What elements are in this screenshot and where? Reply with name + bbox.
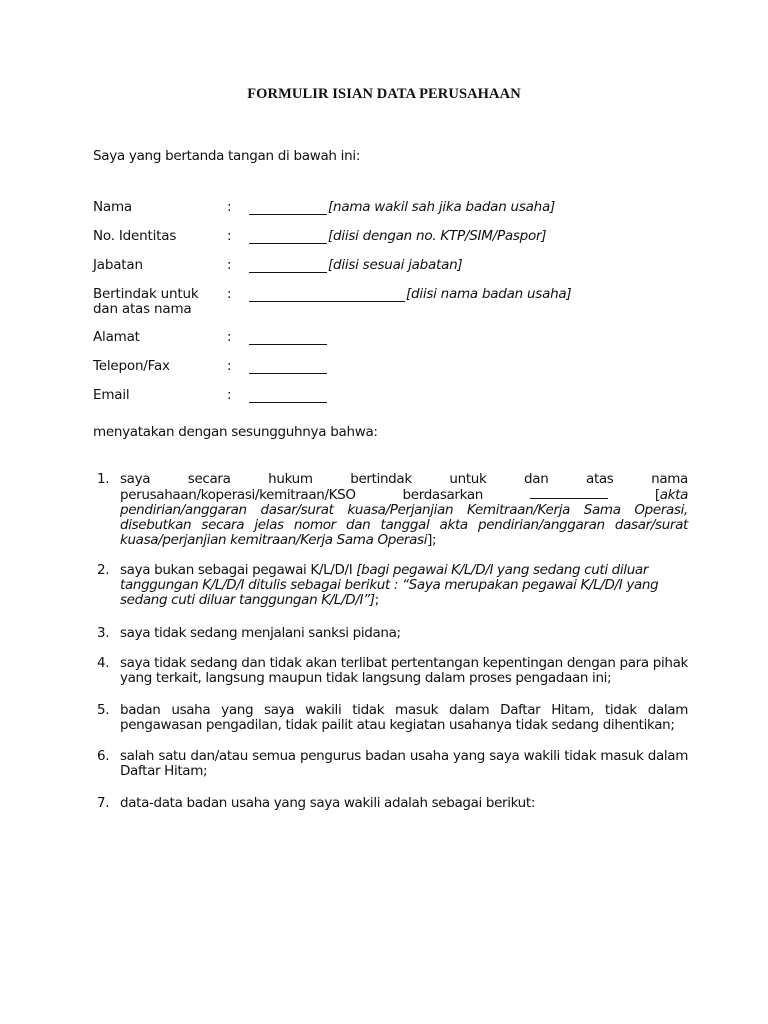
word: dan xyxy=(524,471,549,487)
list-number: 1. xyxy=(97,471,110,487)
list-item-text: salah satu dan/atau semua pengurus badan usaha yang saya wakili tidak masuk dalam Daftar Hitam; xyxy=(120,748,688,779)
field-bertindak-untuk xyxy=(93,287,733,319)
list-number: 5. xyxy=(97,702,110,718)
word: secara xyxy=(187,471,231,487)
field-colon: : xyxy=(227,358,232,374)
item-pre-text: perusahaan/koperasi/kemitraan/KSO berdasarkan xyxy=(120,487,483,503)
field-alamat xyxy=(93,330,733,362)
list-number: 4. xyxy=(97,655,110,671)
field-colon: : xyxy=(227,257,232,273)
instruction-text: akta pendirian/anggaran dasar/surat kuasa/Perjanjian Kemitraan/Kerja Sama Operasi, disebutkan secara jelas nomor dan tanggal akta pendirian/anggaran dasar/surat kuasa/perjanjian kemitraan/Kerja Sama Operasi xyxy=(120,487,688,548)
fill-in-blank[interactable] xyxy=(249,200,327,215)
fill-in-blank[interactable] xyxy=(530,487,608,499)
item-body xyxy=(120,487,688,548)
list-item-text xyxy=(120,472,688,548)
word: untuk xyxy=(449,471,487,487)
fill-in-blank[interactable] xyxy=(249,330,327,345)
list-item-text xyxy=(120,563,688,608)
word: bertindak xyxy=(350,471,412,487)
word: hukum xyxy=(268,471,313,487)
list-number: 7. xyxy=(97,795,110,811)
list-number: 3. xyxy=(97,625,110,641)
word: atas xyxy=(586,471,614,487)
field-colon: : xyxy=(227,329,232,345)
field-label: Bertindak untuk dan atas nama xyxy=(93,286,199,317)
field-label: Nama xyxy=(93,199,132,215)
item-post-text: ; xyxy=(374,592,379,608)
list-item-text: saya tidak sedang menjalani sanksi pidana; xyxy=(120,625,401,641)
statement-text: menyatakan dengan sesungguhnya bahwa: xyxy=(93,424,378,440)
field-telepon-fax xyxy=(93,359,733,391)
field-hint: [diisi dengan no. KTP/SIM/Paspor] xyxy=(328,228,547,244)
field-label: Alamat xyxy=(93,329,140,345)
field-label: Email xyxy=(93,387,130,403)
field-colon: : xyxy=(227,286,232,302)
word: saya xyxy=(120,471,151,487)
first-line xyxy=(120,472,688,487)
list-item-text: saya tidak sedang dan tidak akan terlibat pertentangan kepentingan dengan para pihak yang terkait, langsung maupun tidak langsung dalam proses pengadaan ini; xyxy=(120,655,688,686)
fill-in-blank[interactable] xyxy=(249,229,327,244)
fill-in-blank[interactable] xyxy=(249,258,327,273)
fill-in-blank[interactable] xyxy=(249,287,405,302)
field-colon: : xyxy=(227,228,232,244)
field-label: Jabatan xyxy=(93,257,143,273)
list-number: 6. xyxy=(97,748,110,764)
field-colon: : xyxy=(227,199,232,215)
field-hint: [diisi nama badan usaha] xyxy=(406,286,572,302)
fill-in-blank[interactable] xyxy=(249,388,327,403)
bracket-open: [ xyxy=(654,487,660,503)
item-pre-text: saya bukan sebagai pegawai K/L/D/I xyxy=(120,562,357,578)
list-item-text: data-data badan usaha yang saya wakili adalah sebagai berikut: xyxy=(120,795,536,811)
word: nama xyxy=(651,471,688,487)
field-hint: [diisi sesuai jabatan] xyxy=(328,257,463,273)
field-colon: : xyxy=(227,387,232,403)
field-label: No. Identitas xyxy=(93,228,177,244)
instruction-text: [bagi pegawai K/L/D/I yang sedang cuti diluar tanggungan K/L/D/I ditulis sebagai berikut : “Saya merupakan pegawai K/L/D/I yang sedang cuti diluar tanggungan K/L/D/I”] xyxy=(120,562,659,608)
item-post-text: ]; xyxy=(427,532,437,548)
field-hint: [nama wakil sah jika badan usaha] xyxy=(328,199,556,215)
intro-text: Saya yang bertanda tangan di bawah ini: xyxy=(93,148,361,164)
list-item-text: badan usaha yang saya wakili tidak masuk dalam Daftar Hitam, tidak dalam pengawasan pengadilan, tidak pailit atau kegiatan usahanya tidak sedang dihentikan; xyxy=(120,702,688,733)
field-email xyxy=(93,388,733,420)
field-label: Telepon/Fax xyxy=(93,358,170,374)
list-number: 2. xyxy=(97,562,110,578)
fill-in-blank[interactable] xyxy=(249,359,327,374)
page-title: FORMULIR ISIAN DATA PERUSAHAAN xyxy=(247,86,521,102)
